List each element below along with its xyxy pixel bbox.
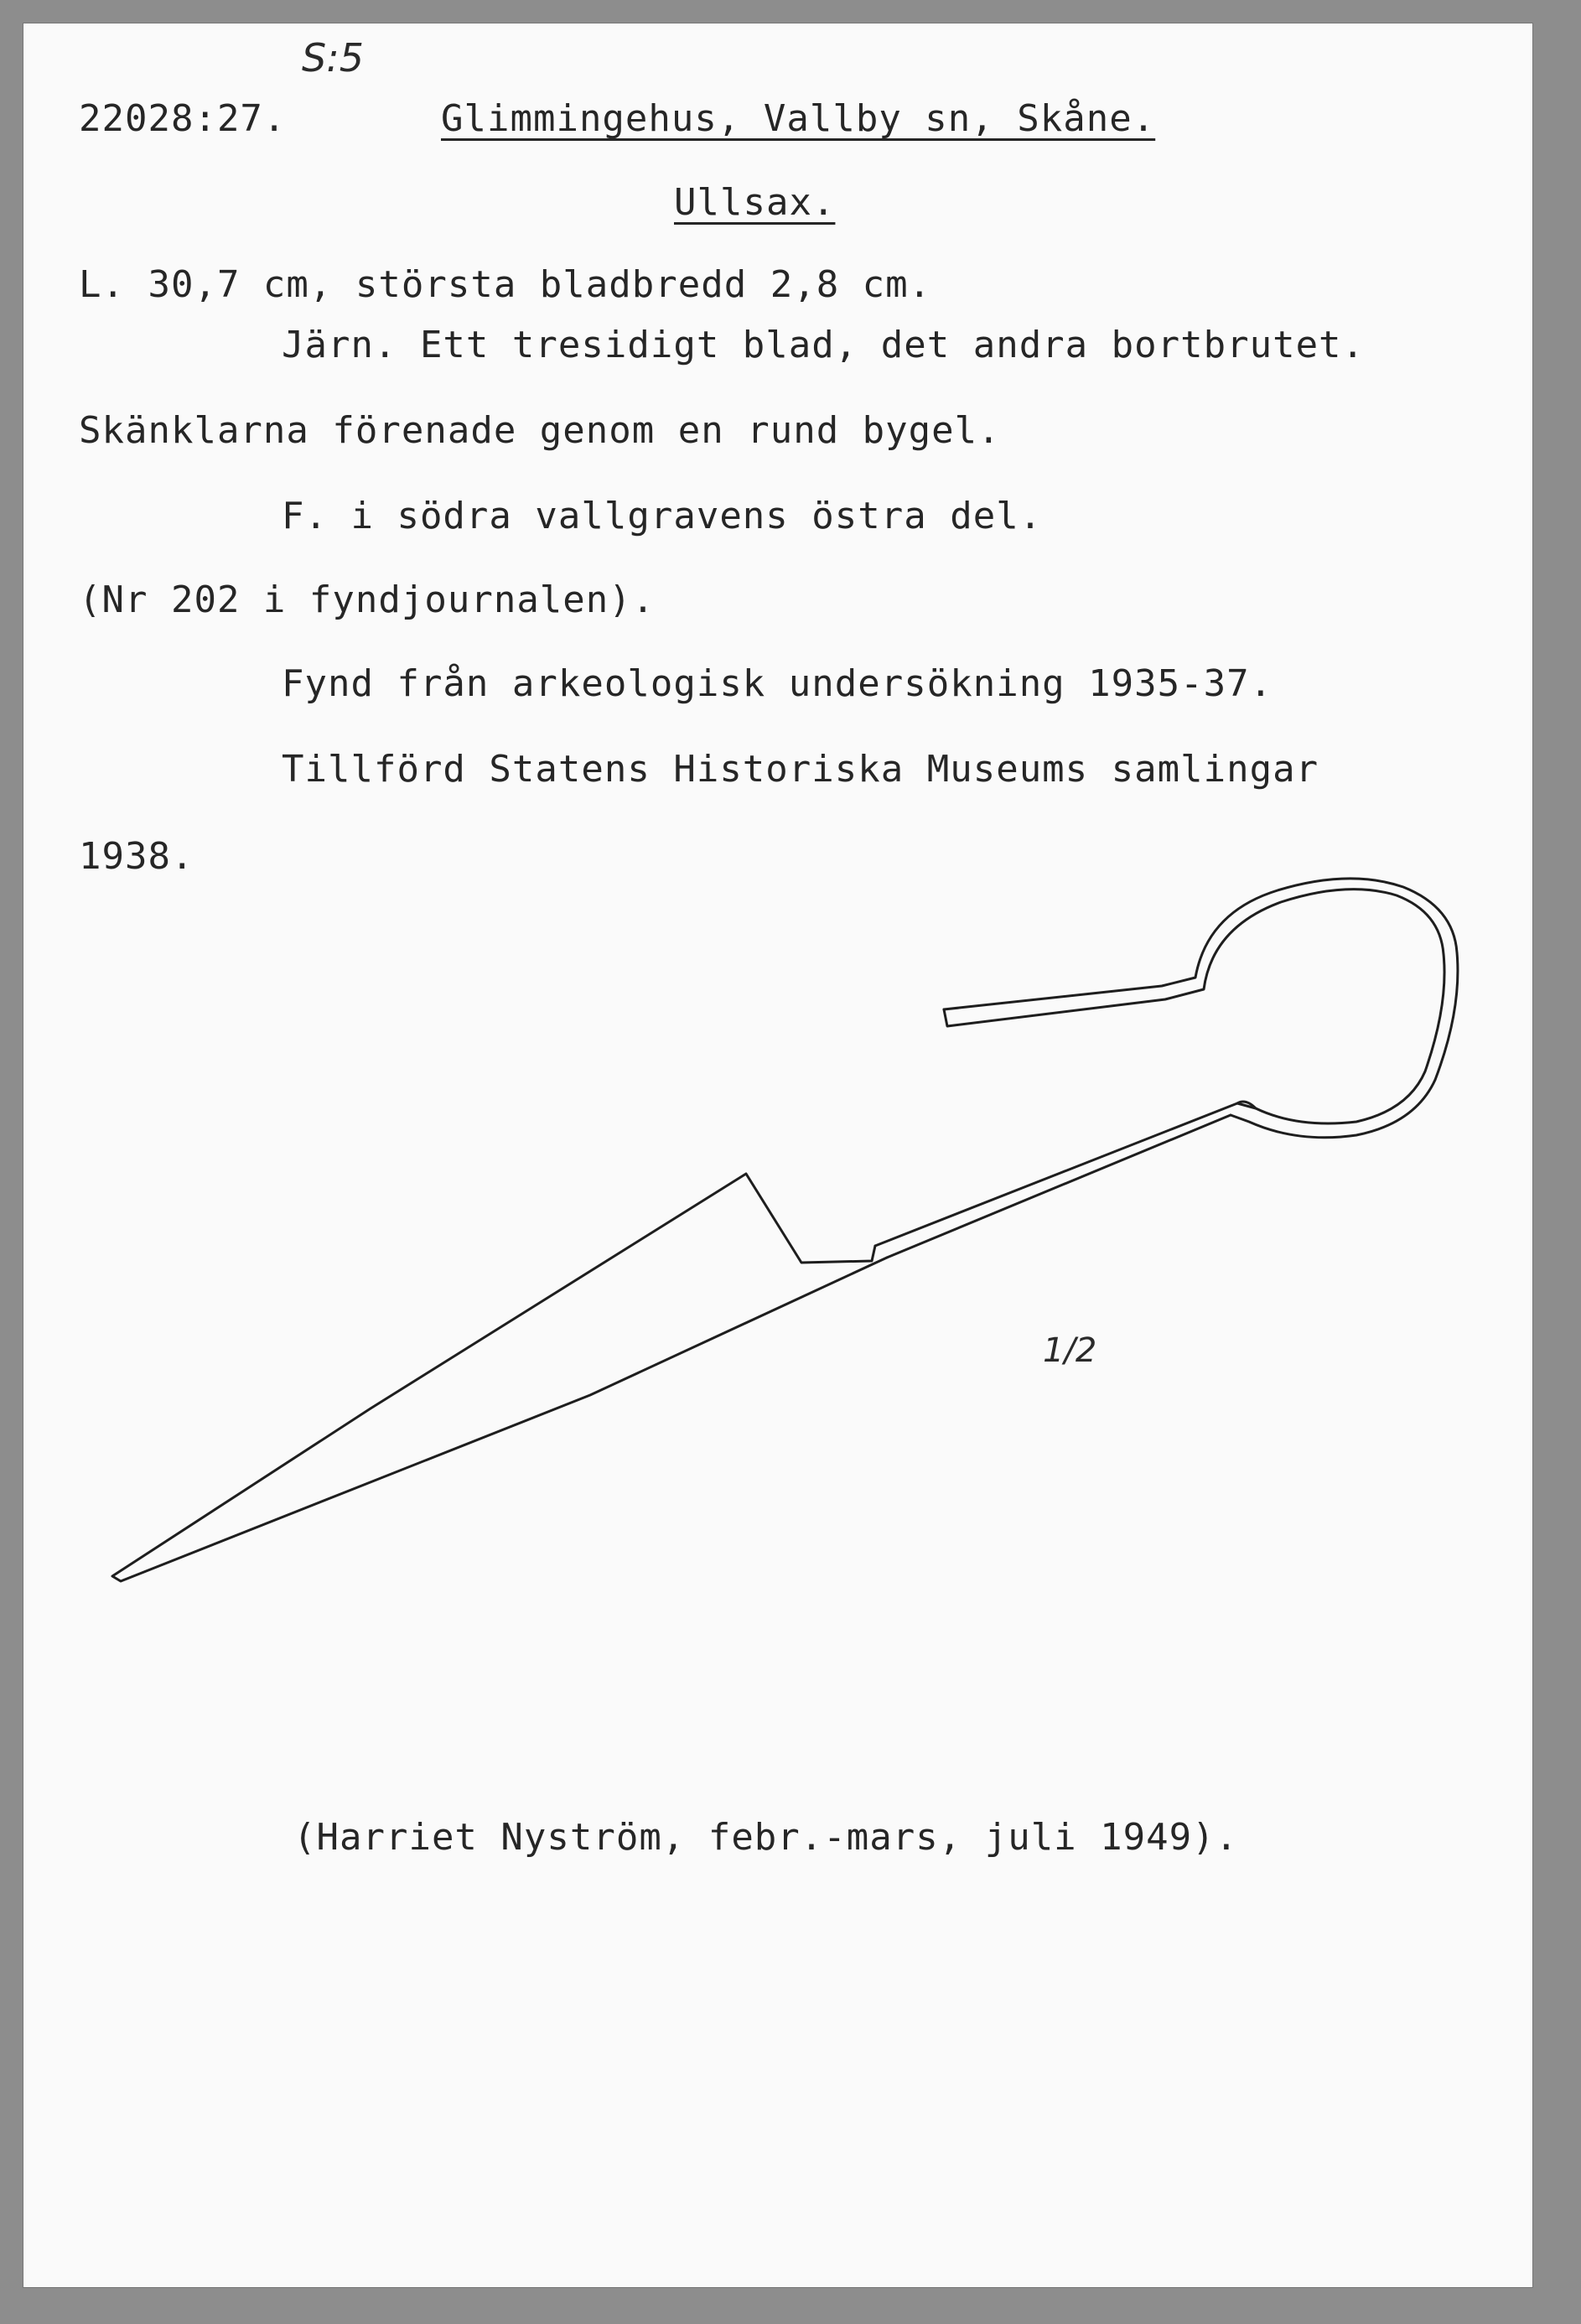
description-line: Järn. Ett tresidigt blad, det andra bortbrutet. (282, 324, 1366, 366)
shears-drawing (23, 23, 1532, 2287)
inventory-number: 22028:27. (79, 97, 287, 140)
find-location-line: F. i södra vallgravens östra del. (282, 495, 1043, 537)
object-name: Ullsax. (674, 181, 836, 224)
shelf-mark: S:5 (302, 35, 364, 80)
collection-line: Tillförd Statens Historiska Museums samlingar (282, 748, 1319, 791)
description-line: L. 30,7 cm, största bladbredd 2,8 cm. (79, 263, 932, 306)
collection-year-line: 1938. (79, 835, 194, 878)
excavation-line: Fynd från arkeologisk undersökning 1935-37. (282, 662, 1273, 705)
scale-label: 1/2 (1043, 1331, 1097, 1370)
catalog-card (23, 23, 1532, 2287)
description-line: Skänklarna förenade genom en rund bygel. (79, 409, 1001, 452)
site-heading: Glimmingehus, Vallby sn, Skåne. (441, 97, 1156, 140)
find-journal-line: (Nr 202 i fyndjournalen). (79, 578, 656, 621)
author-line: (Harriet Nyström, febr.-mars, juli 1949). (293, 1816, 1239, 1859)
